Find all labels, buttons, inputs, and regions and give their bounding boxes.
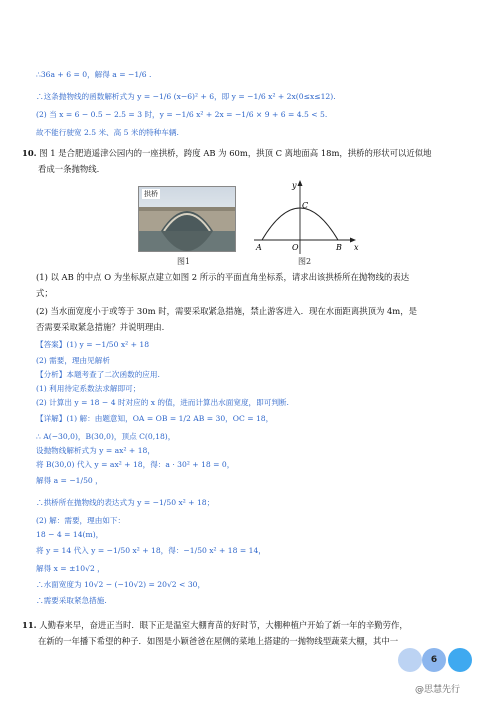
figure-2-caption: 图2 bbox=[298, 257, 312, 266]
parabola-diagram bbox=[250, 178, 360, 256]
solution-line: 解得 x = ±10√2 ， bbox=[36, 564, 105, 573]
point-b-label: B bbox=[336, 243, 342, 252]
question-line: 否需要采取紧急措施？并说明理由. bbox=[36, 322, 165, 332]
question-line: 在新的一年播下希望的种子．如图是小颖爸爸在屋侧的菜地上搭建的一抛物线型蔬菜大棚，其中一 bbox=[38, 636, 399, 646]
solution-line: (2) 计算出 y = 18 − 4 时对应的 x 的值，进而计算出水面宽度，即可判断. bbox=[36, 398, 289, 407]
question-number: 11. bbox=[22, 620, 37, 630]
page-number-badge bbox=[398, 648, 476, 672]
solution-line: 将 B(30,0) 代入 y = ax² + 18，得：a · 30² + 18 = 0， bbox=[36, 460, 235, 469]
solution-line: 将 y = 14 代入 y = −1/50 x² + 18，得：−1/50 x² + 18 = 14， bbox=[36, 546, 266, 555]
question-10-text bbox=[22, 148, 432, 158]
question-line: 人勤春来早，奋进正当时．眼下正是温室大棚育苗的好时节，大棚种植户开始了新一年的辛勤劳作， bbox=[39, 620, 408, 630]
axis-x-label: x bbox=[354, 243, 359, 252]
solution-line: (1) 利用待定系数法求解即可； bbox=[36, 384, 141, 393]
question-line: 看成一条抛物线. bbox=[38, 164, 100, 174]
solution-line: (2) 需要，理由见解析 bbox=[36, 356, 110, 365]
solution-line: 【分析】本题考查了二次函数的应用. bbox=[36, 370, 160, 379]
text-line: ∴36a + 6 = 0，解得 a = −1/6 . bbox=[36, 70, 152, 79]
solution-line: ∴ A(−30,0)，B(30,0)，顶点 C(0,18)， bbox=[36, 432, 176, 441]
solution-line: (2) 解：需要，理由如下： bbox=[36, 516, 126, 525]
question-line: (2) 当水面宽度小于或等于 30m 时，需要采取紧急措施，禁止游客进入．现在水面距离拱顶为 4m，是 bbox=[36, 306, 418, 316]
decor-circle bbox=[448, 648, 472, 672]
axis-y-label: y bbox=[292, 181, 297, 190]
question-line: (1) 以 AB 的中点 O 为坐标原点建立如图 2 所示的平面直角坐标系，请求出该拱桥所在抛物线的表达 bbox=[36, 272, 410, 282]
solution-line: ∴需要采取紧急措施. bbox=[36, 596, 107, 605]
page-number: 6 bbox=[430, 655, 438, 665]
solution-line: 【详解】(1) 解：由题意知，OA = OB = 1/2 AB = 30，OC = 18， bbox=[36, 414, 274, 423]
solution-line: 设抛物线解析式为 y = ax² + 18， bbox=[36, 446, 155, 455]
solution-line: 18 − 4 = 14(m)， bbox=[36, 530, 104, 539]
decor-circle bbox=[422, 648, 446, 672]
text-line: 故不能行驶宽 2.5 米、高 5 米的特种车辆. bbox=[36, 128, 179, 137]
figure-1-caption: 图1 bbox=[177, 257, 191, 266]
point-c-label: C bbox=[302, 201, 309, 210]
solution-line: ∴水面宽度为 10√2 − (−10√2) = 20√2 < 30， bbox=[36, 580, 206, 589]
decor-circle bbox=[398, 648, 422, 672]
point-a-label: A bbox=[256, 243, 262, 252]
solution-line: 解得 a = −1/50 ， bbox=[36, 476, 103, 485]
watermark: @思慧先行 bbox=[415, 685, 461, 695]
question-line: 图 1 是合肥逍遥津公园内的一座拱桥，跨度 AB 为 60m，拱顶 C 离地面高 18m，拱桥的形状可以近似地 bbox=[39, 148, 432, 158]
bridge-photo bbox=[138, 186, 236, 252]
text-line: (2) 当 x = 6 − 0.5 − 2.5 = 3 时，y = −1/6 x² + 2x = −1/6 × 9 + 6 = 4.5 < 5. bbox=[36, 110, 328, 119]
question-line: 式； bbox=[36, 288, 53, 298]
point-o-label: O bbox=[292, 243, 299, 252]
photo-label: 拱桥 bbox=[144, 190, 158, 198]
solution-line: ∴拱桥所在抛物线的表达式为 y = −1/50 x² + 18； bbox=[36, 498, 215, 507]
solution-line: 【答案】(1) y = −1/50 x² + 18 bbox=[36, 340, 150, 349]
question-11-text bbox=[22, 620, 408, 630]
question-number: 10. bbox=[22, 148, 37, 158]
text-line: ∴这条抛物线的函数解析式为 y = −1/6 (x−6)² + 6，即 y = −1/6 x² + 2x(0≤x≤12). bbox=[36, 92, 336, 101]
